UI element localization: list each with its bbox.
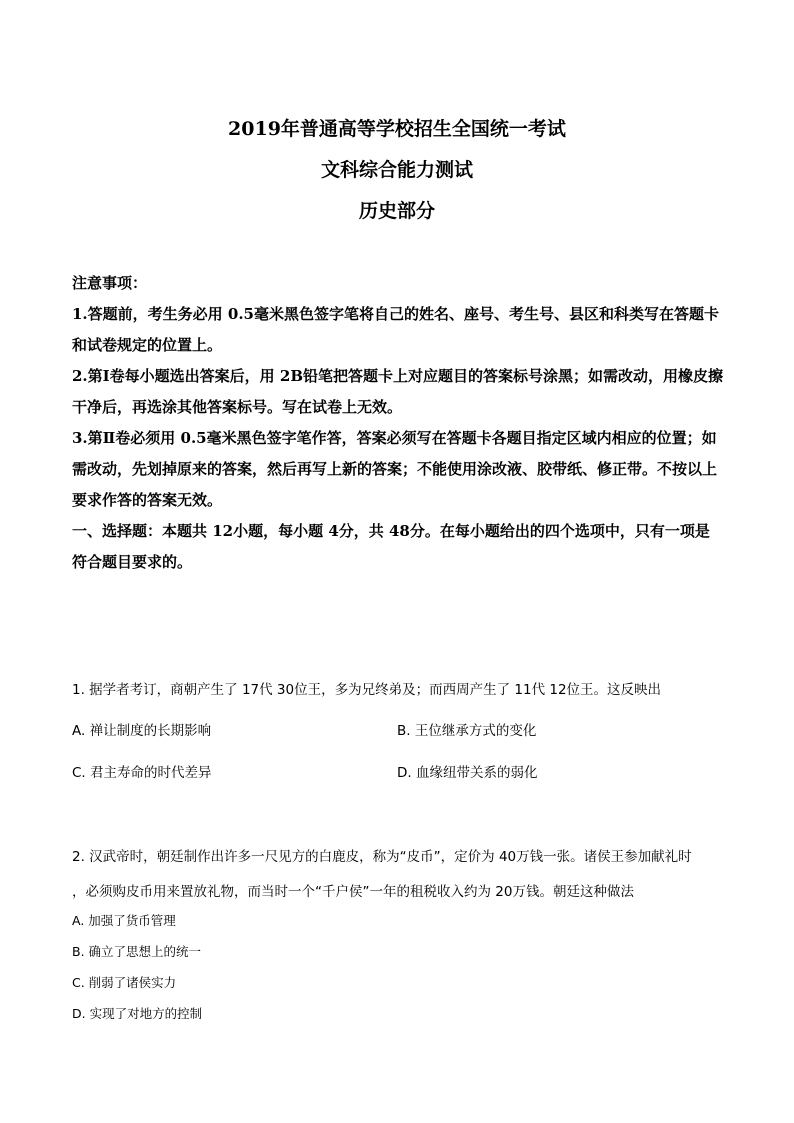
notice-block bbox=[72, 268, 724, 578]
notice-item-2: 2.第Ⅰ卷每小题选出答案后，用 2B铅笔把答题卡上对应题目的答案标号涂黑；如需改动，用橡皮擦干净后，再选涂其他答案标号。写在试卷上无效。 bbox=[72, 367, 724, 416]
question-2-stem-line-2: ，必须购皮币用来置放礼物，而当时一个“千户侯”一年的租税收入约为 20万钱。朝廷这种做法 bbox=[72, 884, 634, 900]
question-1-option-a: A. 禅让制度的长期影响 bbox=[72, 723, 212, 739]
question-2-option-c: C. 削弱了诸侯实力 bbox=[72, 975, 177, 990]
section-instruction: 一、选择题：本题共 12小题，每小题 4分，共 48分。在每小题给出的四个选项中，只有一项是符合题目要求的。 bbox=[72, 522, 710, 571]
question-1-option-b: B. 王位继承方式的变化 bbox=[397, 723, 537, 739]
question-2-option-a: A. 加强了货币管理 bbox=[72, 913, 176, 928]
question-1-stem: 1. 据学者考订，商朝产生了 17代 30位王，多为兄终弟及；而西周产生了 11代 12位王。这反映出 bbox=[72, 682, 662, 698]
exam-section-title: 历史部分 bbox=[358, 200, 435, 222]
exam-subtitle: 文科综合能力测试 bbox=[320, 159, 473, 181]
question-1-option-d: D. 血缘纽带关系的弱化 bbox=[397, 765, 538, 781]
question-1-option-c: C. 君主寿命的时代差异 bbox=[72, 765, 212, 781]
notice-item-3: 3.第Ⅱ卷必须用 0.5毫米黑色签字笔作答，答案必须写在答题卡各题目指定区域内相应的位置；如需改动，先划掉原来的答案，然后再写上新的答案；不能使用涂改液、胶带纸、修正带。不按以上要求作答的答案无效。 bbox=[72, 429, 718, 509]
notice-item-1: 1.答题前，考生务必用 0.5毫米黑色签字笔将自己的姓名、座号、考生号、县区和科类写在答题卡和试卷规定的位置上。 bbox=[72, 305, 719, 354]
question-2-option-b: B. 确立了思想上的统一 bbox=[72, 944, 202, 959]
exam-title: 2019年普通高等学校招生全国统一考试 bbox=[228, 118, 566, 140]
notice-heading: 注意事项： bbox=[72, 274, 148, 292]
question-2-stem-line-1: 2. 汉武帝时，朝廷制作出许多一尺见方的白鹿皮，称为“皮币”，定价为 40万钱一张。诸侯王参加献礼时 bbox=[72, 849, 692, 865]
question-2-option-d: D. 实现了对地方的控制 bbox=[72, 1006, 203, 1021]
